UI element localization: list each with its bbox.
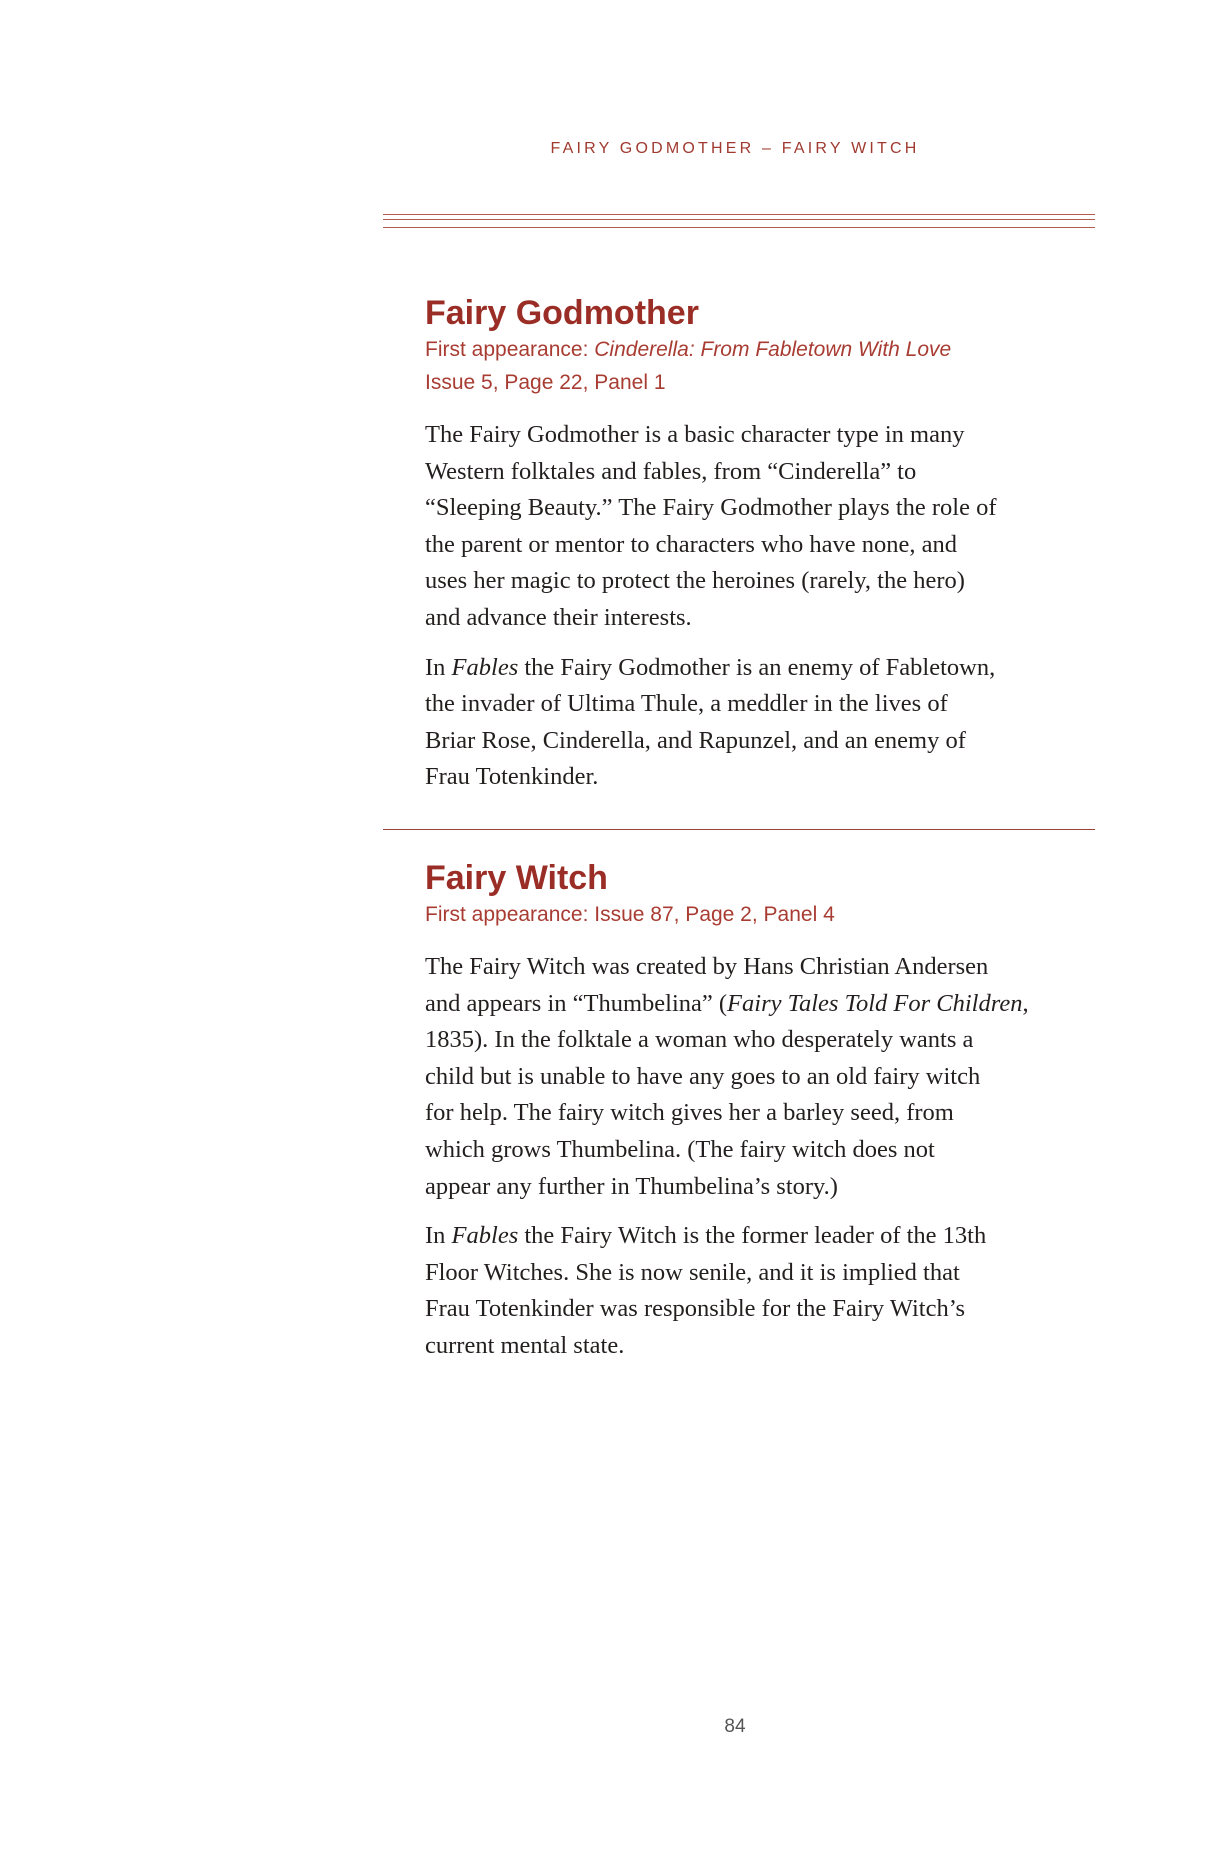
text-prefix: and appears in “Thumbelina” ( [425,989,728,1017]
text-line: Briar Rose, Cinderella, and Rapunzel, and an enemy of [425,726,966,754]
text-line: for help. The fairy witch gives her a barley seed, from [425,1099,954,1127]
text-line: child but is unable to have any goes to an old fairy witch [425,1062,981,1090]
first-appearance: First appearance: Issue 87, Page 2, Panel 4 [425,903,835,926]
entry-title: Fairy Godmother [425,294,699,332]
first-appearance-label: First appearance: [425,338,595,361]
text-line: and advance their interests. [425,603,692,631]
text-prefix: In [425,653,452,681]
first-appearance-title: Cinderella: From Fabletown With Love [594,338,952,361]
text-line: Western folktales and fables, from “Cinderella” to [425,457,917,485]
text-line: Frau Totenkinder was responsible for the Fairy Witch’s [425,1295,966,1323]
text-line: the invader of Ultima Thule, a meddler in the lives of [425,690,948,718]
text-line: The Fairy Godmother is a basic character type in many [425,421,965,448]
text-line: appear any further in Thumbelina’s story.) [425,1172,838,1200]
header-double-rule [383,214,1095,228]
entry-fairy-witch [425,858,1065,1365]
text-line: The Fairy Witch was created by Hans Christian Andersen [425,953,989,980]
issue-reference: Issue 5, Page 22, Panel 1 [425,371,666,394]
text-line: current mental state. [425,1331,625,1359]
section-divider [383,829,1095,830]
text-line: the Fairy Witch is the former leader of the 13th [518,1222,987,1250]
text-line: “Sleeping Beauty.” The Fairy Godmother plays the role of [425,494,997,522]
paragraph [425,1218,1065,1364]
text-line: uses her magic to protect the heroines (rarely, the hero) [425,567,965,595]
text-line: Floor Witches. She is now senile, and it is implied that [425,1258,960,1286]
text-prefix: In [425,1222,452,1250]
text-line: 1835). In the folktale a woman who desperately wants a [425,1026,974,1054]
series-title: Fables [451,1222,519,1250]
text-suffix: , [1022,989,1029,1017]
paragraph [425,650,1065,796]
entry-title: Fairy Witch [425,859,608,897]
first-appearance [425,333,1065,366]
text-line: which grows Thumbelina. (The fairy witch does not [425,1135,935,1163]
paragraph [425,949,1065,1205]
book-title: Fairy Tales Told For Children [727,989,1023,1017]
running-header: FAIRY GODMOTHER – FAIRY WITCH [550,140,920,157]
text-line: the parent or mentor to characters who have none, and [425,530,957,558]
text-line: the Fairy Godmother is an enemy of Fabletown, [518,653,996,681]
text-line: Frau Totenkinder. [425,763,599,791]
series-title: Fables [451,653,519,681]
paragraph [425,417,1065,637]
page-number: 84 [724,1716,746,1737]
entry-fairy-godmother [425,293,1065,796]
